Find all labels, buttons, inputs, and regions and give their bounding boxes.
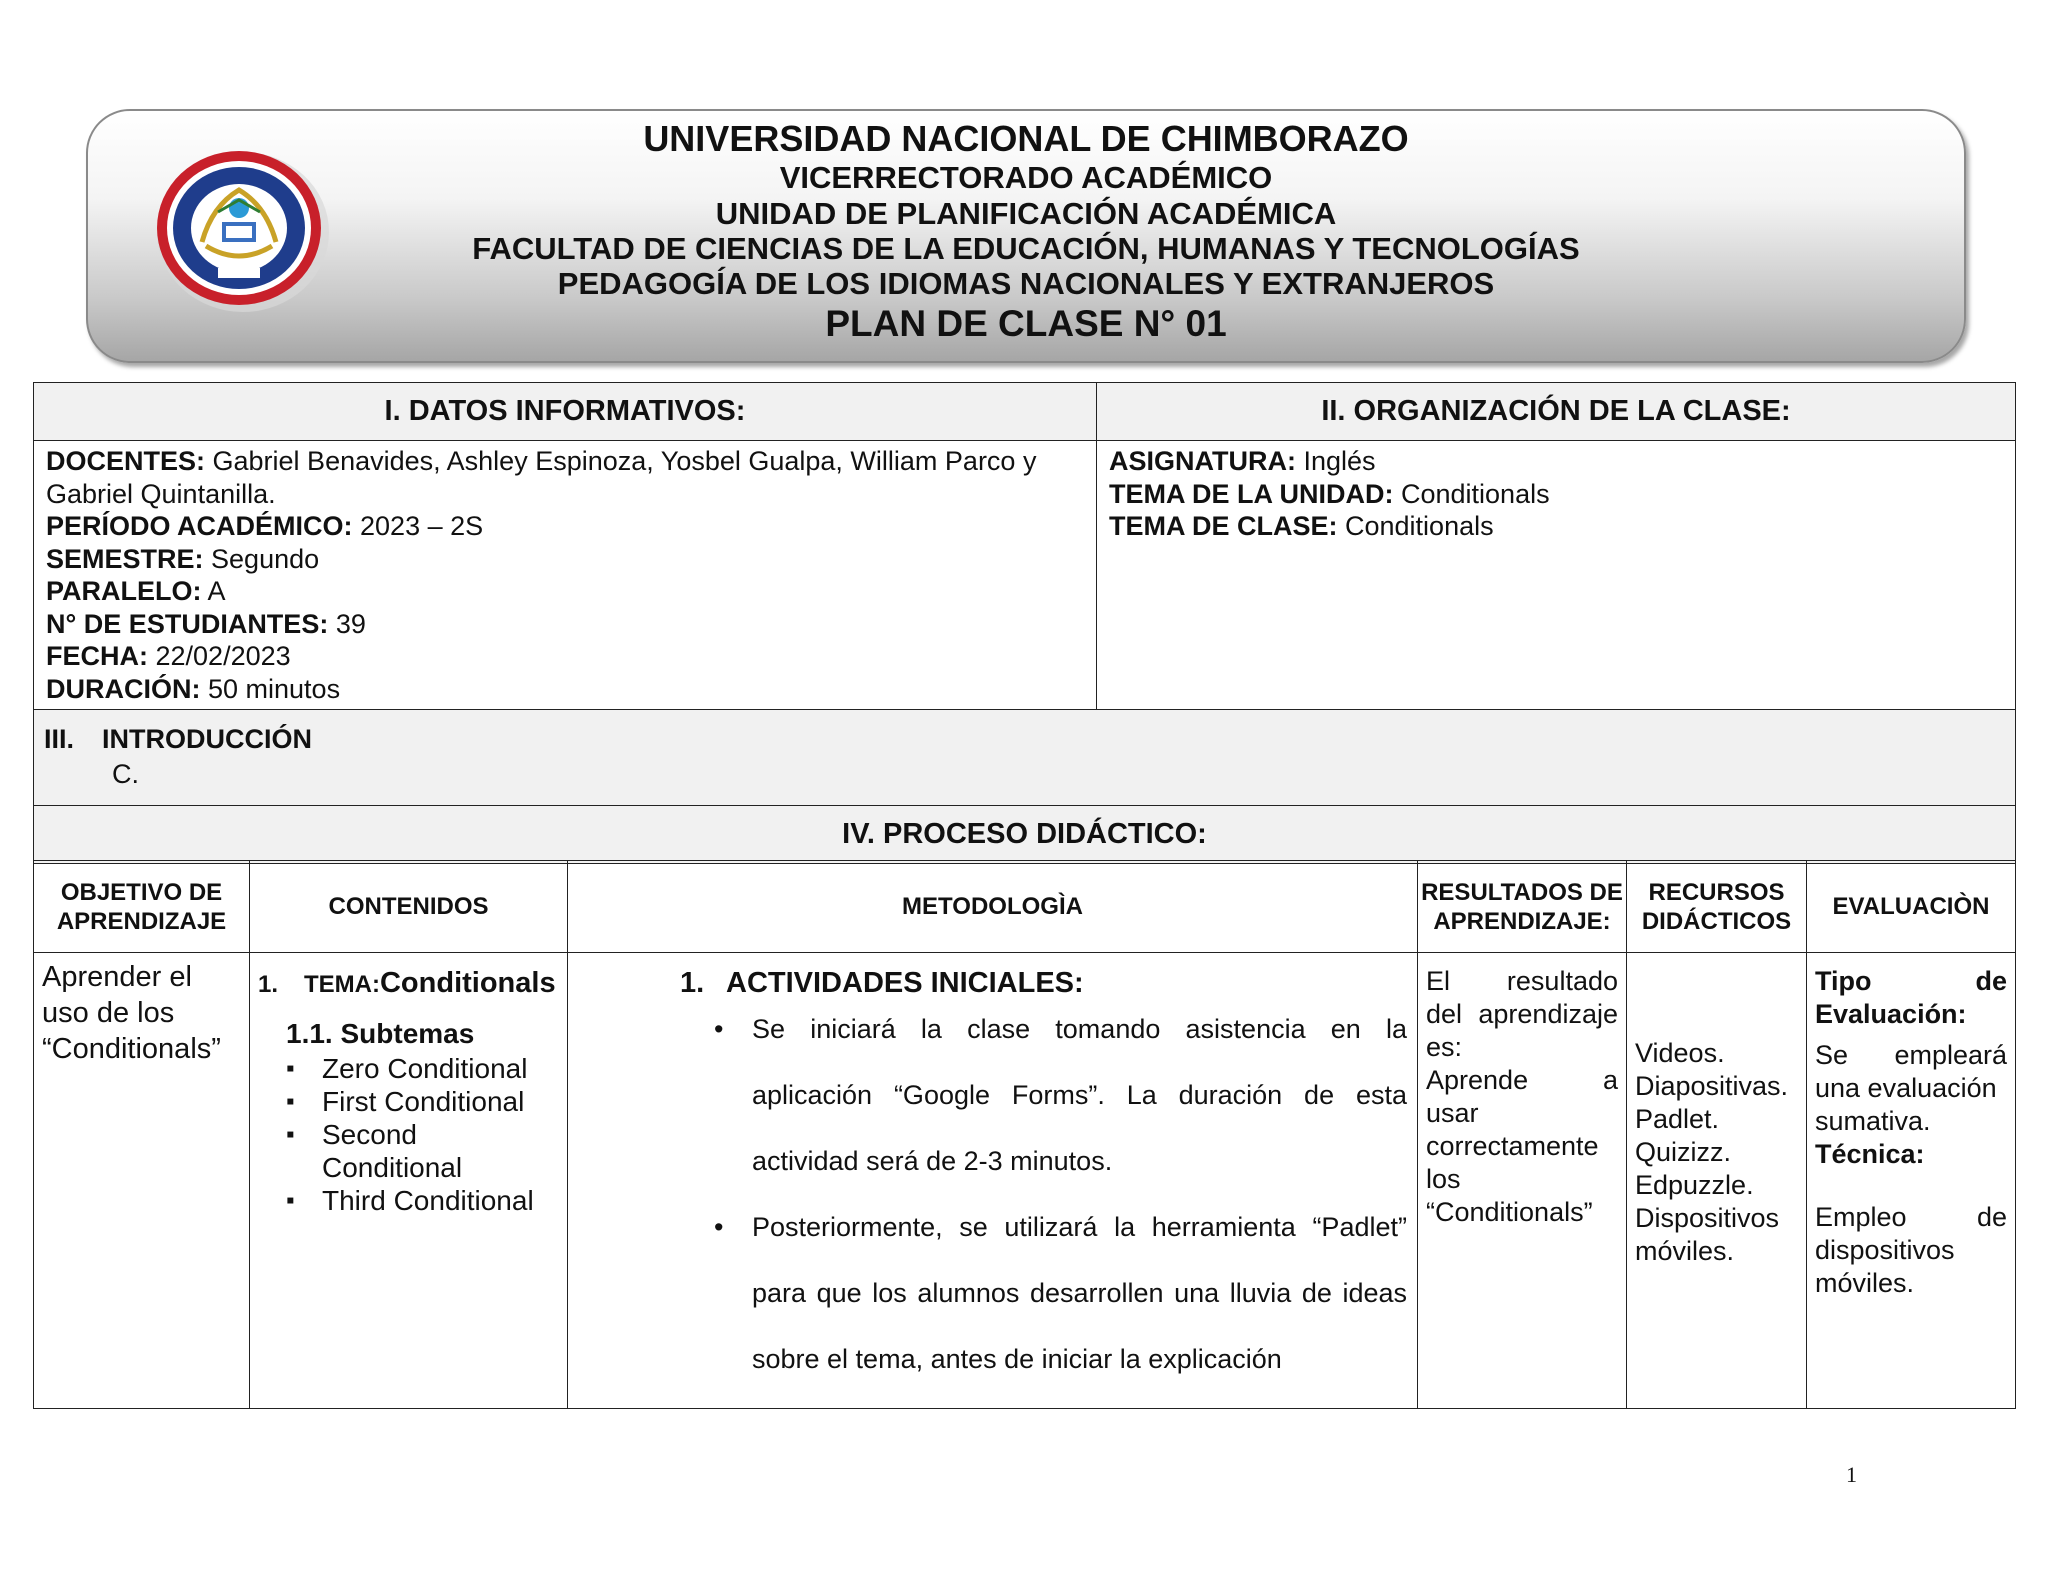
- list-item: ▪ Third Conditional: [286, 1184, 559, 1217]
- col-evaluacion: EVALUACIÒN: [1807, 861, 2016, 953]
- asignatura-line: ASIGNATURA: Inglés: [1109, 446, 1376, 476]
- list-item: Padlet.: [1635, 1104, 1720, 1134]
- list-item: Dispositivos móviles.: [1635, 1203, 1780, 1266]
- actividad-bullet: • Posteriormente, se utilizará la herramienta “Padlet” para que los alumnos desarrollen una lluvia de ideas sobre el tema, antes de iniciar la explicación: [752, 1194, 1407, 1392]
- actividad-bullet: • Se iniciará la clase tomando asistencia en la aplicación “Google Forms”. La duración de esta actividad será de 2-3 minutos.: [752, 996, 1407, 1194]
- evaluacion-cell: Tipo de Evaluación: Se empleará una evaluación sumativa. Técnica: Empleo de dispositivos móviles.: [1807, 953, 2016, 1409]
- plan-title: PLAN DE CLASE N° 01: [825, 303, 1227, 344]
- list-item: ▪ First Conditional: [286, 1085, 559, 1118]
- paralelo-line: PARALELO: A: [46, 576, 226, 606]
- carrera-title: PEDAGOGÍA DE LOS IDIOMAS NACIONALES Y EXTRANJEROS: [557, 266, 1495, 301]
- periodo-line: PERÍODO ACADÉMICO: 2023 – 2S: [46, 511, 484, 541]
- proceso-heading: IV. PROCESO DIDÁCTICO:: [34, 806, 2016, 864]
- resultados-cell: El resultado del aprendizaje es: Aprende a usar correctamente los “Conditionals”: [1418, 953, 1627, 1409]
- list-item: ▪ Zero Conditional: [286, 1052, 559, 1085]
- page-number: 1: [1846, 1462, 1857, 1487]
- recursos-cell: [1627, 953, 1807, 1409]
- introduccion-number: III.: [44, 724, 75, 754]
- tema-line: 1. TEMA:Conditionals: [258, 967, 556, 999]
- docentes-line: DOCENTES: Gabriel Benavides, Ashley Espinoza, Yosbel Gualpa, William Parco y Gabriel Quintanilla.: [46, 446, 1037, 509]
- list-item: Diapositivas.: [1635, 1071, 1789, 1101]
- proceso-table: [33, 860, 2016, 1409]
- unidad-title: UNIDAD DE PLANIFICACIÓN ACADÉMICA: [715, 196, 1337, 231]
- col-objetivo: OBJETIVO DE APRENDIZAJE: [34, 861, 250, 953]
- datos-cell: [34, 441, 1097, 710]
- subtemas-list: [286, 1052, 559, 1217]
- introduccion-text: C.: [112, 759, 139, 789]
- introduccion-title: INTRODUCCIÓN: [102, 724, 312, 754]
- datos-table: [33, 382, 2016, 864]
- semestre-line: SEMESTRE: Segundo: [46, 543, 320, 574]
- contenidos-cell: [250, 953, 568, 1409]
- fecha-line: FECHA: 22/02/2023: [46, 641, 291, 671]
- col-metodologia: METODOLOGÌA: [568, 861, 1418, 953]
- objetivo-cell: Aprender el uso de los “Conditionals”: [34, 953, 250, 1409]
- datos-heading: I. DATOS INFORMATIVOS:: [34, 383, 1097, 441]
- facultad-title: FACULTAD DE CIENCIAS DE LA EDUCACIÓN, HUMANAS Y TECNOLOGÍAS: [472, 231, 1580, 266]
- list-item: Quizizz.: [1635, 1137, 1732, 1167]
- estudiantes-line: N° DE ESTUDIANTES: 39: [46, 608, 366, 639]
- col-contenidos: CONTENIDOS: [250, 861, 568, 953]
- col-recursos: RECURSOS DIDÁCTICOS: [1627, 861, 1807, 953]
- list-item: Videos.: [1635, 1038, 1725, 1068]
- metodologia-cell: [568, 953, 1418, 1409]
- university-title: UNIVERSIDAD NACIONAL DE CHIMBORAZO: [643, 118, 1409, 159]
- vicerrectorado-title: VICERRECTORADO ACADÉMICO: [779, 160, 1273, 195]
- subtemas-title: 1.1. Subtemas: [286, 1018, 475, 1049]
- tema-clase-line: TEMA DE CLASE: Conditionals: [1109, 511, 1494, 541]
- col-resultados: RESULTADOS DE APRENDIZAJE:: [1418, 861, 1627, 953]
- introduccion-cell: [34, 710, 2016, 806]
- tema-unidad-line: TEMA DE LA UNIDAD: Conditionals: [1109, 478, 1550, 509]
- list-item: ▪ Second Conditional: [286, 1118, 559, 1184]
- organizacion-heading: II. ORGANIZACIÓN DE LA CLASE:: [1097, 383, 2016, 441]
- actividades-title: 1. ACTIVIDADES INICIALES:: [680, 967, 1084, 999]
- list-item: Edpuzzle.: [1635, 1170, 1754, 1200]
- organizacion-cell: [1097, 441, 2016, 710]
- duracion-line: DURACIÓN: 50 minutos: [46, 673, 341, 704]
